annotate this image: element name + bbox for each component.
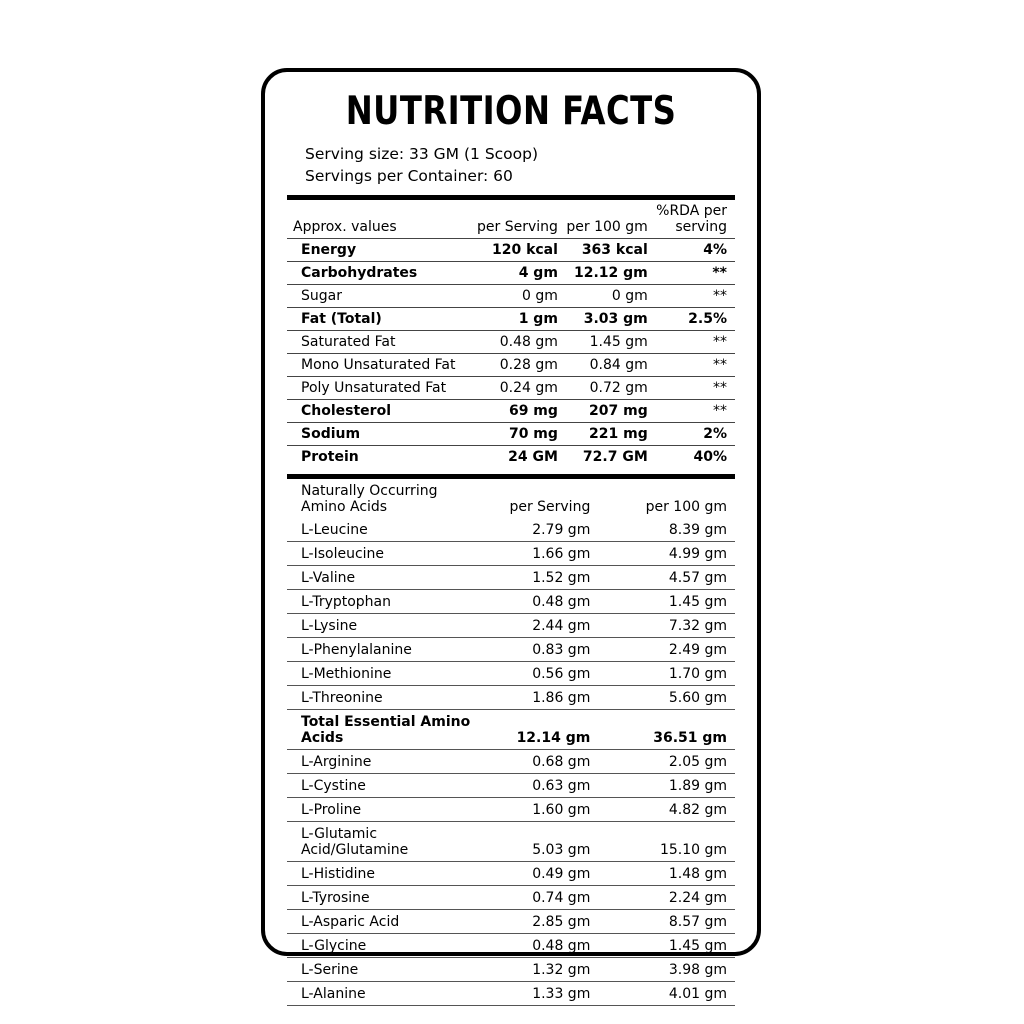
row-label: Sugar [287,285,470,308]
row-label: Saturated Fat [287,331,470,354]
table-row [287,958,735,982]
row-per-100g: 1.48 gm [624,862,735,886]
table-row [287,518,735,542]
header-amino-acids: Naturally Occurring Amino Acids [301,482,438,515]
row-per-100g: 4.01 gm [624,982,735,1006]
row-per-100g: 207 mg [564,400,656,423]
table-row [287,400,735,423]
row-rda: 2.5% [656,308,735,331]
row-per-serving: 4 gm [470,262,564,285]
row-per-100g: 2.49 gm [624,638,735,662]
row-label: L-Alanine [287,982,475,1006]
header-per-serving: per Serving [470,200,564,239]
row-label: Poly Unsaturated Fat [287,377,470,400]
row-per-serving: 5.03 gm [475,822,625,862]
table-row [287,423,735,446]
row-label: Protein [301,449,359,465]
row-label: L-Cystine [287,774,475,798]
row-per-100g: 363 kcal [564,239,656,262]
row-per-100g: 221 mg [564,423,656,446]
row-label: Total Essential Amino Acids [287,710,475,750]
row-per-serving: 0.28 gm [470,354,564,377]
table-row [287,331,735,354]
row-per-100g: 36.51 gm [624,710,735,750]
row-rda: 4% [656,239,735,262]
row-label: L-Lysine [287,614,475,638]
row-per-100g: 5.60 gm [624,686,735,710]
row-per-serving: 0.48 gm [470,331,564,354]
row-per-serving: 2.79 gm [475,518,625,542]
table-row [287,590,735,614]
table-row [287,239,735,262]
row-per-100g: 12.12 gm [564,262,656,285]
table-row [287,262,735,285]
row-label: Cholesterol [287,400,470,423]
row-label: L-Serine [287,958,475,982]
row-per-100g: 1.45 gm [564,331,656,354]
table-row [287,910,735,934]
row-per-100g: 0.84 gm [564,354,656,377]
table-row [287,862,735,886]
table-row [287,982,735,1006]
table-row [287,285,735,308]
row-per-100g: 8.39 gm [624,518,735,542]
table-row [287,377,735,400]
page-title: NUTRITION FACTS [345,89,677,134]
row-per-serving: 0.74 gm [475,886,625,910]
row-label: L-Phenylalanine [287,638,475,662]
header-rda: %RDA per serving [656,200,735,239]
row-per-serving: 12.14 gm [475,710,625,750]
nutrition-facts-label [261,68,761,1002]
row-per-serving: 1.66 gm [475,542,625,566]
row-label: L-Asparic Acid [287,910,475,934]
amino-acid-table [287,479,735,1006]
row-rda: 40% [693,449,727,465]
table-row [287,446,735,469]
row-rda: 2% [656,423,735,446]
table-row [287,662,735,686]
row-per-100g: 8.57 gm [624,910,735,934]
row-label: Mono Unsaturated Fat [287,354,470,377]
row-per-100g: 3.98 gm [624,958,735,982]
header-approx-values: Approx. values [287,200,470,239]
row-label: L-Histidine [287,862,475,886]
row-rda: ** [656,354,735,377]
row-label: Energy [287,239,470,262]
row-per-serving: 0.48 gm [475,590,625,614]
row-label: L-Isoleucine [287,542,475,566]
row-per-serving: 70 mg [470,423,564,446]
row-per-100g: 0 gm [564,285,656,308]
row-per-serving: 0.49 gm [475,862,625,886]
row-per-serving: 1.33 gm [475,982,625,1006]
table-row [287,566,735,590]
row-label: L-Arginine [287,750,475,774]
row-per-100g: 1.45 gm [624,934,735,958]
row-per-serving: 0.48 gm [475,934,625,958]
table-row [287,822,735,862]
row-label: L-Methionine [287,662,475,686]
row-label: L-Glutamic Acid/Glutamine [287,822,475,862]
row-per-serving: 0.56 gm [475,662,625,686]
row-rda: ** [656,400,735,423]
row-per-100g: 0.72 gm [564,377,656,400]
header-per-100g: per 100 gm [564,200,656,239]
row-label: Fat (Total) [287,308,470,331]
row-per-serving: 1.52 gm [475,566,625,590]
header-amino-per-serving: per Serving [509,498,591,515]
row-per-100g: 1.89 gm [624,774,735,798]
row-per-serving: 1.60 gm [475,798,625,822]
row-label: L-Proline [287,798,475,822]
serving-info [287,143,735,187]
row-per-serving: 0.24 gm [470,377,564,400]
serving-size: Serving size: 33 GM (1 Scoop) [305,145,539,163]
row-per-100g: 72.7 GM [582,449,648,465]
row-per-serving: 120 kcal [470,239,564,262]
table-row [287,710,735,750]
label-inner [265,72,757,1002]
servings-per-container: Servings per Container: 60 [305,167,513,185]
row-per-serving: 0.68 gm [475,750,625,774]
row-label: L-Leucine [287,518,475,542]
row-label: Carbohydrates [287,262,470,285]
row-per-serving: 24 GM [508,449,558,465]
row-per-100g: 7.32 gm [624,614,735,638]
row-per-serving: 1.86 gm [475,686,625,710]
row-per-100g: 2.24 gm [624,886,735,910]
row-per-serving: 1.32 gm [475,958,625,982]
nutrition-table-header [287,200,735,239]
row-per-100g: 4.99 gm [624,542,735,566]
row-label: L-Valine [287,566,475,590]
table-row [287,614,735,638]
row-rda: ** [656,262,735,285]
row-rda: ** [656,377,735,400]
row-per-100g: 4.57 gm [624,566,735,590]
row-per-serving: 0 gm [470,285,564,308]
header-amino-per-100g: per 100 gm [645,498,727,515]
table-row [287,354,735,377]
row-per-100g: 1.70 gm [624,662,735,686]
row-per-serving: 1 gm [470,308,564,331]
row-rda: ** [656,285,735,308]
row-per-100g: 2.05 gm [624,750,735,774]
row-label: Sodium [287,423,470,446]
row-per-serving: 0.63 gm [475,774,625,798]
row-per-100g: 1.45 gm [624,590,735,614]
row-label: L-Tyrosine [287,886,475,910]
row-label: L-Tryptophan [287,590,475,614]
table-row [287,798,735,822]
row-per-100g: 4.82 gm [624,798,735,822]
table-row [287,638,735,662]
row-rda: ** [656,331,735,354]
nutrition-table [287,200,735,468]
table-row [287,774,735,798]
table-row [287,934,735,958]
table-row [287,886,735,910]
row-per-serving: 2.85 gm [475,910,625,934]
row-per-serving: 2.44 gm [475,614,625,638]
row-per-100g: 15.10 gm [624,822,735,862]
table-row [287,686,735,710]
row-label: L-Threonine [287,686,475,710]
row-per-serving: 69 mg [470,400,564,423]
table-row [287,750,735,774]
table-row [287,308,735,331]
table-row [287,542,735,566]
row-label: L-Glycine [287,934,475,958]
row-per-100g: 3.03 gm [564,308,656,331]
amino-table-header [287,479,735,518]
row-per-serving: 0.83 gm [475,638,625,662]
